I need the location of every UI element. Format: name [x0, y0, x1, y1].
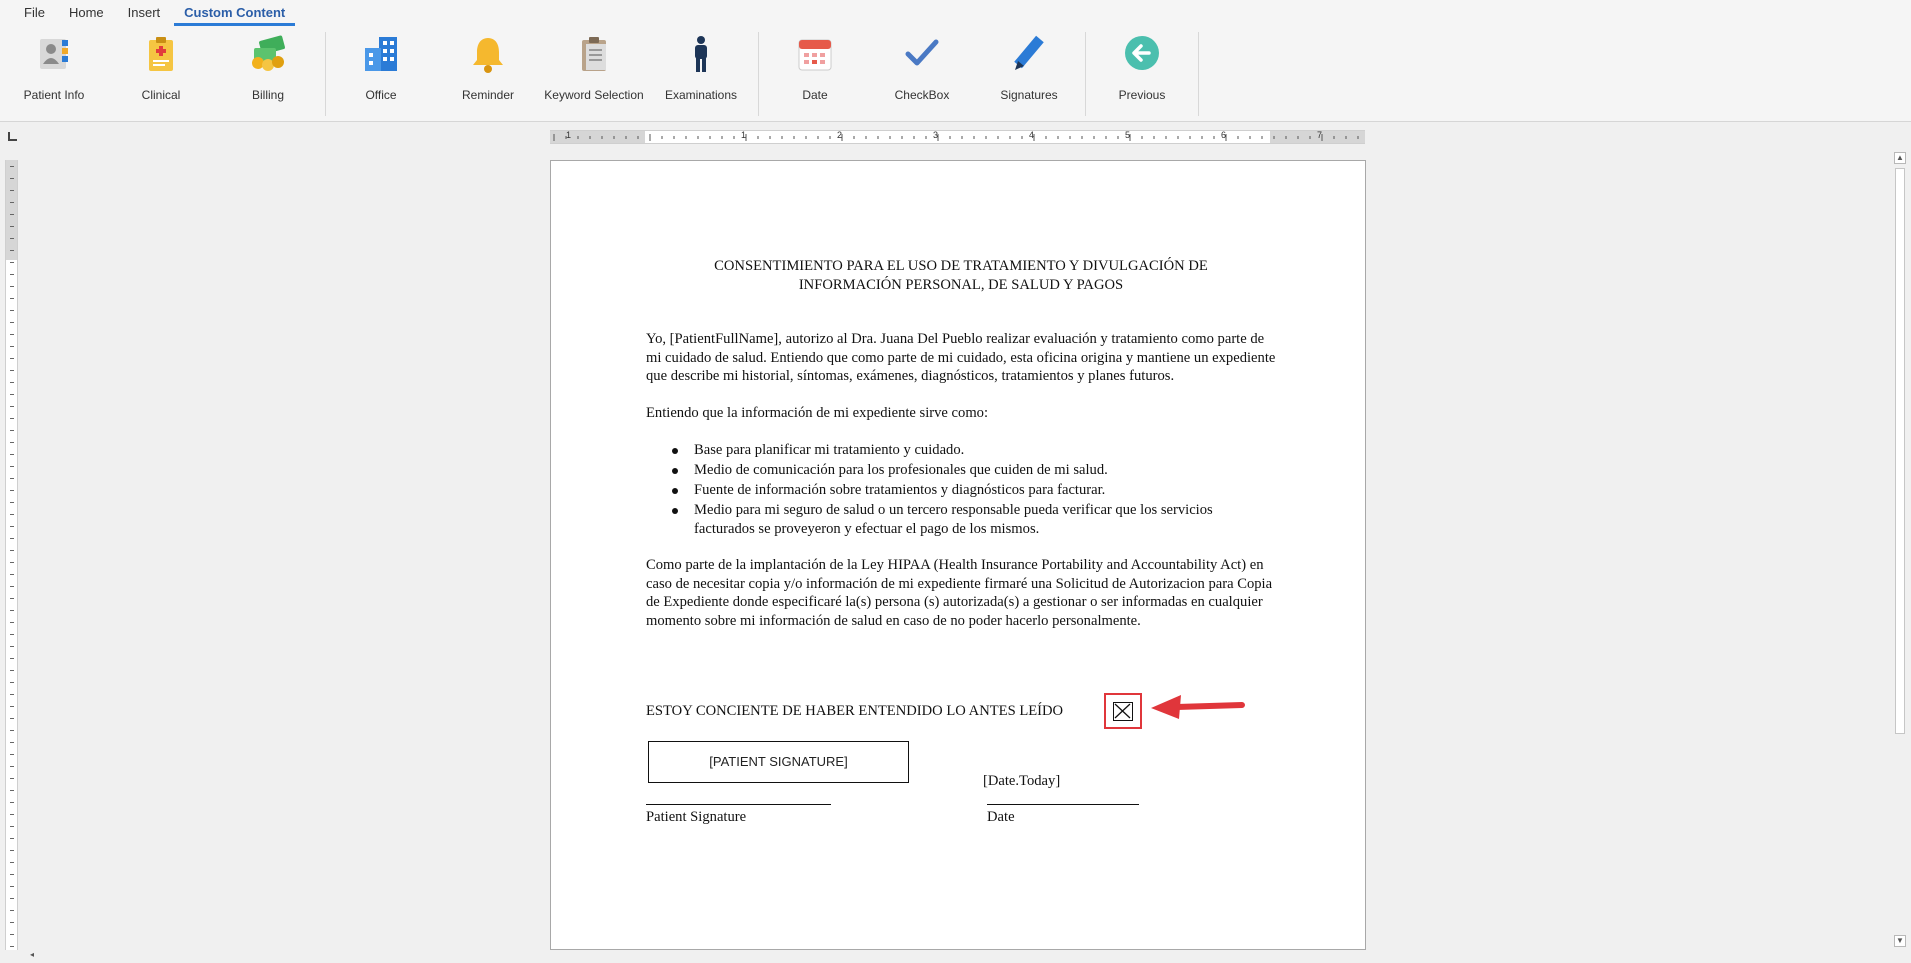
scroll-left-icon[interactable]: ◂: [29, 950, 34, 959]
ruler-label: 7: [1317, 130, 1323, 140]
date-field[interactable]: [Date.Today]: [983, 773, 1061, 789]
money-icon: [246, 32, 290, 76]
office-label: Office: [365, 88, 397, 102]
office-button[interactable]: [331, 30, 431, 110]
list-item: Medio de comunicación para los profesionales que cuiden de mi salud.: [694, 461, 1276, 480]
clinical-label: Clinical: [141, 88, 181, 102]
list-item: Fuente de información sobre tratamientos y diagnósticos para facturar.: [694, 481, 1276, 500]
ribbon-separator: [325, 32, 326, 116]
vertical-scroll-thumb[interactable]: [1895, 168, 1905, 734]
back-arrow-icon: [1120, 32, 1164, 76]
bullet-list: [694, 441, 1276, 538]
billing-button[interactable]: [218, 30, 318, 110]
ruler-label: 1: [566, 130, 572, 140]
tab-home[interactable]: Home: [68, 5, 104, 20]
examinations-label: Examinations: [664, 88, 738, 102]
checkbox-label: CheckBox: [894, 88, 950, 102]
person-icon: [679, 32, 723, 76]
reminder-label: Reminder: [461, 88, 515, 102]
ruler-corner-icon[interactable]: [8, 132, 17, 141]
title-line-2: INFORMACIÓN PERSONAL, DE SALUD Y PAGOS: [798, 276, 1124, 293]
ribbon-separator: [758, 32, 759, 116]
ruler-label: 2: [837, 130, 843, 140]
red-arrow-icon: [1147, 691, 1267, 721]
clipboard-medical-icon: [139, 32, 183, 76]
ribbon-separator: [1198, 32, 1199, 116]
ruler-top-margin: [6, 160, 17, 260]
patient-info-label: Patient Info: [23, 88, 85, 102]
keyword-selection-label: Keyword Selection: [544, 88, 644, 102]
paragraph-hipaa: Como parte de la implantación de la Ley HIPAA (Health Insurance Portability and Accountability Act) en caso de necesitar copia y/o información de mi expediente firmaré una Solicitud de Autorizacion para Copia de Expediente donde especificaré la(s) persona (s) autorizada(s) a gestionar o ser informadas en cualquier momento sobre mi información de salud en caso de no poder hacerlo personalmente.: [646, 557, 1273, 629]
signature-line: [646, 804, 831, 805]
checkmark-icon: [900, 32, 944, 76]
examinations-button[interactable]: [651, 30, 751, 110]
pencil-icon: [1007, 32, 1051, 76]
document-page[interactable]: [550, 160, 1366, 950]
list-item: Base para planificar mi tratamiento y cuidado.: [694, 441, 1276, 460]
acknowledgement-checkbox[interactable]: [1113, 702, 1133, 721]
list-item: Medio para mi seguro de salud o un tercero responsable pueda verificar que los servicios facturados se proveyeron y efectuar el pago de los mismos.: [694, 501, 1276, 538]
clinical-button[interactable]: [111, 30, 211, 110]
tab-custom-content[interactable]: Custom Content: [172, 0, 297, 26]
ribbon-separator: [1085, 32, 1086, 116]
horizontal-ruler[interactable]: [550, 130, 1365, 144]
date-caption: Date: [987, 809, 1015, 825]
date-label: Date: [802, 88, 828, 102]
patient-signature-field[interactable]: [PATIENT SIGNATURE]: [648, 741, 909, 783]
paragraph-consent: Yo, [PatientFullName], autorizo al Dra. Juana Del Pueblo realizar evaluación y tratamiento como parte de mi cuidado de salud. Entiendo que como parte de mi cuidado, esta oficina origina y mantiene un expediente que describe mi historial, síntomas, exámenes, diagnósticos, tratamientos y planes futuros.: [646, 331, 1276, 384]
scroll-up-icon[interactable]: ▲: [1894, 152, 1906, 164]
date-button[interactable]: [765, 30, 865, 110]
signatures-label: Signatures: [1000, 88, 1058, 102]
signatures-button[interactable]: [979, 30, 1079, 110]
ruler-label: 6: [1221, 130, 1227, 140]
keyword-selection-button[interactable]: [544, 30, 644, 110]
signature-caption: Patient Signature: [646, 809, 747, 825]
tab-file[interactable]: File: [24, 5, 45, 20]
patient-info-button[interactable]: [4, 30, 104, 110]
ruler-label: 5: [1125, 130, 1131, 140]
previous-button[interactable]: [1092, 30, 1192, 110]
tab-insert[interactable]: Insert: [127, 5, 161, 20]
previous-label: Previous: [1118, 88, 1166, 102]
ruler-ticks: [550, 131, 1365, 143]
ruler-label: 1: [741, 130, 747, 140]
document-body[interactable]: [646, 257, 1276, 648]
ribbon: [0, 26, 1911, 122]
date-line: [987, 804, 1139, 805]
vertical-ruler[interactable]: [5, 160, 18, 950]
document-title: [646, 257, 1276, 294]
paragraph-intro: Entiendo que la información de mi expediente sirve como:: [646, 404, 989, 421]
scroll-down-icon[interactable]: ▼: [1894, 935, 1906, 947]
acknowledgement-text: ESTOY CONCIENTE DE HABER ENTENDIDO LO ANTES LEÍDO: [646, 703, 1064, 719]
menu-tabs: [0, 0, 1911, 26]
patient-card-icon: [32, 32, 76, 76]
horizontal-scrollbar[interactable]: [20, 950, 1890, 962]
title-line-1: CONSENTIMIENTO PARA EL USO DE TRATAMIENTO Y DIVULGACIÓN DE: [714, 258, 1208, 274]
reminder-button[interactable]: [438, 30, 538, 110]
bell-icon: [466, 32, 510, 76]
calendar-icon: [793, 32, 837, 76]
checkbox-button[interactable]: [872, 30, 972, 110]
billing-label: Billing: [251, 88, 284, 102]
ruler-label: 4: [1029, 130, 1035, 140]
clipboard-list-icon: [572, 32, 616, 76]
ruler-label: 3: [933, 130, 939, 140]
building-icon: [359, 32, 403, 76]
checkbox-x-icon: [1114, 703, 1131, 719]
